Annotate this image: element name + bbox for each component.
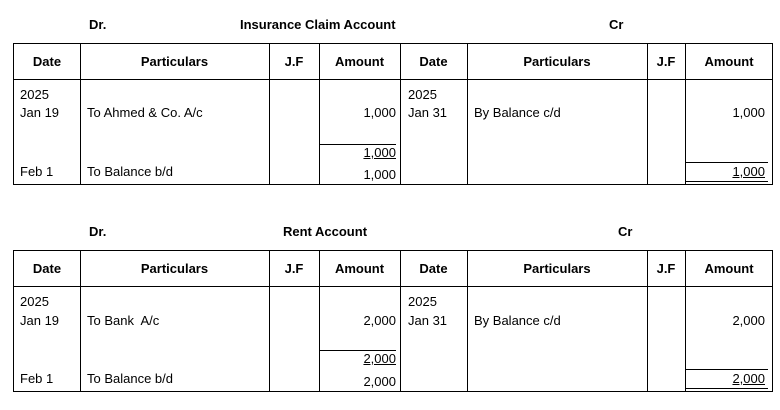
ledger1-dr-total: 1,000 xyxy=(363,145,396,160)
ledger2-cr-particulars-header: Particulars xyxy=(523,261,591,276)
ledger2-cr-date-header: Date xyxy=(419,261,448,276)
ledger1-dr-amount-header: Amount xyxy=(334,54,385,69)
ledger2-cr-jf-header: J.F xyxy=(656,261,676,276)
ledger2-dr-entry2-particulars: To Balance b/d xyxy=(87,371,174,386)
ledger1-cr-entry1-amount: 1,000 xyxy=(732,105,765,120)
ledger2-cr-label: Cr xyxy=(618,224,633,239)
ledger2-dr-jf-header: J.F xyxy=(284,261,304,276)
ledger1-cr-jf-header: J.F xyxy=(656,54,676,69)
ledger1-table xyxy=(13,43,773,185)
ledger2-cr-total-rule xyxy=(686,369,768,370)
ledger2-dr-date-header: Date xyxy=(32,261,62,276)
ledger1-dr-label: Dr. xyxy=(89,17,107,32)
ledger1-dr-entry2-particulars: To Balance b/d xyxy=(87,164,174,179)
ledger2-cr-entry1-amount: 2,000 xyxy=(732,313,765,328)
ledger2-cr-double-rule-1 xyxy=(686,388,768,389)
ledger1-cr-total-rule xyxy=(686,162,768,163)
ledger1-cr-entry1-particulars: By Balance c/d xyxy=(474,105,561,120)
ledger1-cr-double-rule-1 xyxy=(686,181,768,182)
ledger1-dr-particulars-header: Particulars xyxy=(140,54,209,69)
ledger2-table xyxy=(13,250,773,392)
ledger2-dr-entry1-amount: 2,000 xyxy=(363,313,396,328)
ledger1-title: Insurance Claim Account xyxy=(240,17,396,32)
ledger1-dr-entry1-particulars: To Ahmed & Co. A/c xyxy=(87,105,203,120)
ledger2-dr-entry2-amount: 2,000 xyxy=(363,374,396,389)
ledger1-cr-amount-header: Amount xyxy=(704,54,754,69)
ledger1-dr-entry2-amount: 1,000 xyxy=(363,167,396,182)
ledger1-cr-particulars-header: Particulars xyxy=(523,54,591,69)
ledger2-dr-total: 2,000 xyxy=(363,351,396,366)
ledger1-cr-total: 1,000 xyxy=(732,164,765,179)
ledger2-title: Rent Account xyxy=(283,224,368,239)
ledger1-cr-label: Cr xyxy=(609,17,624,32)
ledger1-dr-entry1-date: Jan 19 xyxy=(20,105,60,120)
ledger2-cr-double-rule-2 xyxy=(686,391,768,392)
ledger2-cr-amount-header: Amount xyxy=(704,261,754,276)
ledger1-dr-year: 2025 xyxy=(20,87,49,102)
ledger2-dr-entry2-date: Feb 1 xyxy=(20,371,54,386)
ledger1-cr-year: 2025 xyxy=(408,87,437,102)
ledger1-dr-entry1-amount: 1,000 xyxy=(363,105,396,120)
ledger2-cr-total: 2,000 xyxy=(732,371,765,386)
ledger2-dr-amount-header: Amount xyxy=(334,261,385,276)
ledger1-dr-entry2-date: Feb 1 xyxy=(20,164,54,179)
ledger1-dr-date-header: Date xyxy=(32,54,62,69)
ledger1-dr-jf-header: J.F xyxy=(284,54,304,69)
ledger2-cr-entry1-particulars: By Balance c/d xyxy=(474,313,561,328)
ledger2-cr-entry1-date: Jan 31 xyxy=(408,313,448,328)
ledger2-dr-year: 2025 xyxy=(20,294,49,309)
ledger1-cr-date-header: Date xyxy=(419,54,448,69)
ledger1-cr-entry1-date: Jan 31 xyxy=(408,105,448,120)
ledger2-cr-year: 2025 xyxy=(408,294,437,309)
ledger2-dr-particulars-header: Particulars xyxy=(140,261,209,276)
ledger1-cr-double-rule-2 xyxy=(686,184,768,185)
ledger2-dr-label: Dr. xyxy=(89,224,107,239)
ledger2-dr-entry1-date: Jan 19 xyxy=(20,313,60,328)
ledger2-dr-entry1-particulars: To Bank A/c xyxy=(87,313,160,328)
